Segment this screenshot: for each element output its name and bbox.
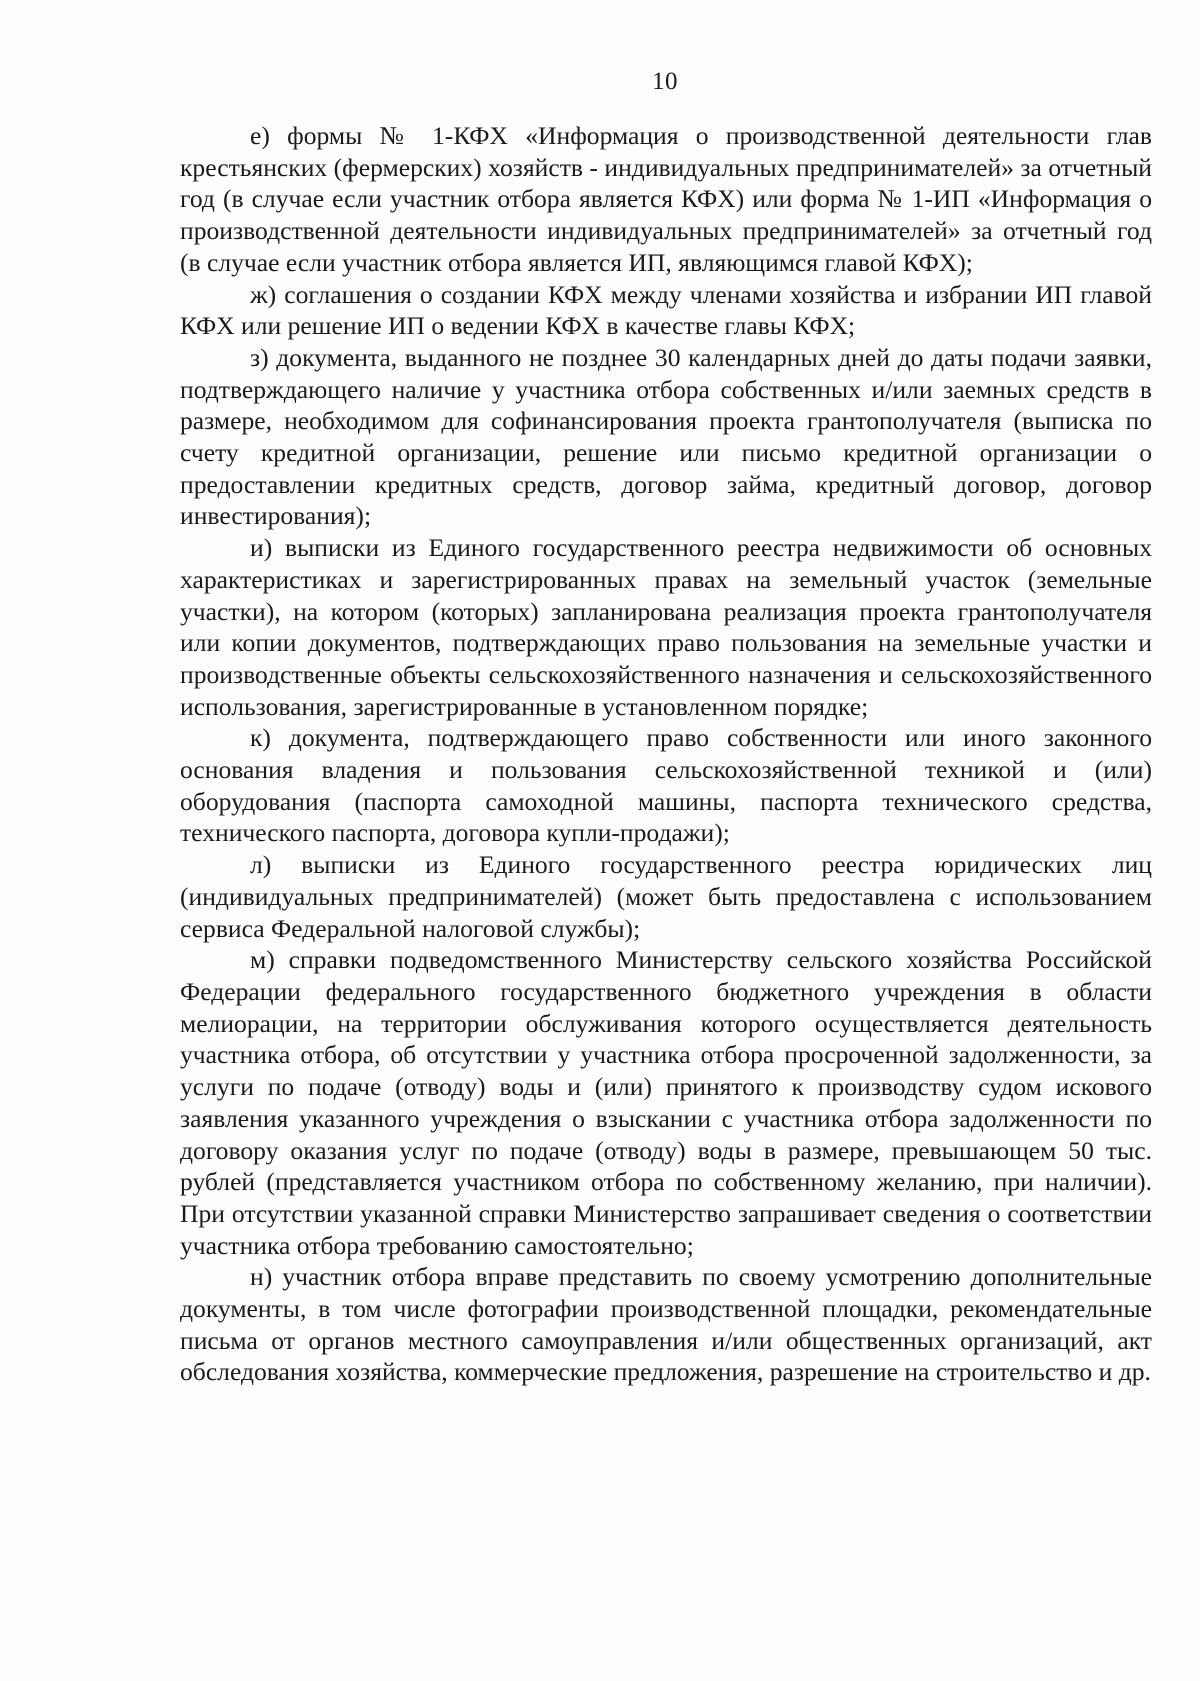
paragraph-n: н) участник отбора вправе представить по своему усмотрению дополнительные документы, в том числе фотографии производственной площадки, рекомендательные письма от органов местного самоуправления и/или общественных организаций, акт обследования хозяйства, коммерческие предложения, разрешение на строительство и др. — [180, 1262, 1152, 1387]
page-number: 10 — [652, 68, 678, 95]
paragraph-k: к) документа, подтверждающего право собственности или иного законного основания владения и пользования сельскохозяйственной техникой и (или) оборудования (паспорта самоходной машины, паспорта технического средства, технического паспорта, договора купли-продажи); — [180, 723, 1152, 848]
paragraph-l: л) выписки из Единого государственного реестра юридических лиц (индивидуальных предпринимателей) (может быть предоставлена с использованием сервиса Федеральной налоговой службы); — [180, 850, 1152, 943]
paragraph-e: е) формы № 1-КФХ «Информация о производственной деятельности глав крестьянских (фермерских) хозяйств - индивидуальных предпринимателей» за отчетный год (в случае если участник отбора является КФХ) или форма № 1-ИП «Информация о производственной деятельности индивидуальных предпринимателей» за отчетный год (в случае если участник отбора является ИП, являющимся главой КФХ); — [180, 121, 1152, 277]
paragraph-i: и) выписки из Единого государственного реестра недвижимости об основных характеристиках и зарегистрированных правах на земельный участок (земельные участки), на котором (которых) запланирована реализация проекта грантополучателя или копии документов, подтверждающих право пользования на земельные участки и производственные объекты сельскохозяйственного назначения и сельскохозяйственного использования, зарегистрированные в установленном порядке; — [180, 533, 1152, 721]
paragraph-z: з) документа, выданного не позднее 30 календарных дней до даты подачи заявки, подтверждающего наличие у участника отбора собственных и/или заемных средств в размере, необходимом для софинансирования проекта грантополучателя (выписка по счету кредитной организации, решение или письмо кредитной организации о предоставлении кредитных средств, договор займа, кредитный договор, договор инвестирования); — [180, 342, 1152, 531]
paragraph-m: м) справки подведомственного Министерству сельского хозяйства Российской Федерации федерального государственного бюджетного учреждения в области мелиорации, на территории обслуживания которого осуществляется деятельность участника отбора, об отсутствии у участника отбора просроченной задолженности, за услуги по подаче (отводу) воды и (или) принятого к производству судом искового заявления указанного учреждения о взыскании с участника отбора задолженности по договору оказания услуг по подаче (отводу) воды в размере, превышающем 50 тыс. рублей (представляется участником отбора по собственному желанию, при наличии). При отсутствии указанной справки Министерство запрашивает сведения о соответствии участника отбора требованию самостоятельно; — [180, 945, 1152, 1260]
document-body — [180, 120, 1152, 1388]
paragraph-zh: ж) соглашения о создании КФХ между членами хозяйства и избрании ИП главой КФХ или решение ИП о ведении КФХ в качестве главы КФХ; — [180, 279, 1152, 341]
